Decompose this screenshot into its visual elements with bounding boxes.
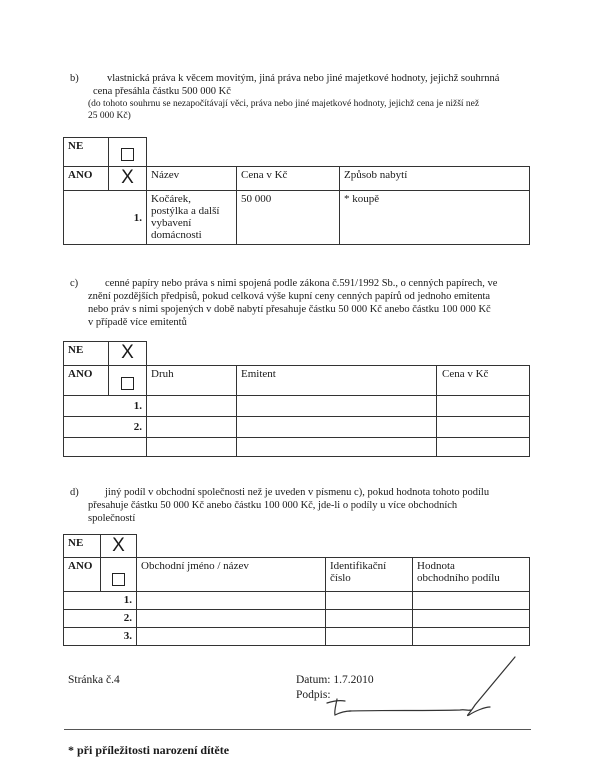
cell (137, 610, 326, 628)
section-c-letter: c) (70, 278, 79, 289)
ne-label: NE (64, 535, 101, 558)
table-row (64, 191, 530, 245)
ne-label: NE (64, 138, 109, 167)
ano-label: ANO (64, 558, 101, 592)
section-d-text (88, 486, 543, 525)
ano-label: ANO (64, 167, 109, 191)
row-name-line: postýlka a další (151, 205, 220, 217)
cell (326, 610, 413, 628)
section-c-line2: znění pozdějších předpisů, pokud celková výše kupní ceny cenných papírů od jednoho emitenta (88, 291, 491, 302)
header-value-line1: Hodnota (417, 560, 455, 572)
row-name (147, 191, 237, 245)
section-d-line3: společností (88, 513, 136, 524)
row-name-line: domácnosti (151, 229, 202, 241)
cell (326, 628, 413, 646)
header-value-line2: obchodního podílu (417, 572, 500, 584)
cell (147, 438, 237, 457)
table-row (64, 438, 530, 457)
page-number: Stránka č.4 (68, 674, 120, 686)
ano-checkbox (101, 558, 137, 592)
row-number: 1. (64, 191, 147, 245)
checkbox-icon (121, 148, 134, 161)
blank-cell (147, 138, 530, 167)
row-method: * koupě (340, 191, 530, 245)
cell (413, 592, 530, 610)
section-d-table (63, 534, 530, 646)
header-method: Způsob nabytí (340, 167, 530, 191)
section-c-line1: cenné papíry nebo práva s nimi spojená podle zákona č.591/1992 Sb., o cenných papírech, ve (105, 278, 498, 289)
footnote: * při příležitosti narození dítěte (68, 743, 230, 757)
table-row (64, 628, 530, 646)
ano-label: ANO (64, 366, 109, 396)
section-b-line2: cena přesáhla částku 500 000 Kč (93, 86, 231, 97)
row-name-line: vybavení (151, 217, 192, 229)
header-id (326, 558, 413, 592)
section-b-note (88, 98, 543, 122)
cell (237, 438, 437, 457)
cell (437, 417, 530, 438)
header-company: Obchodní jméno / název (137, 558, 326, 592)
table-row (64, 417, 530, 438)
ano-checkbox-checked: X (109, 167, 147, 191)
ne-checkbox-checked: X (109, 342, 147, 366)
row-name-line: Kočárek, (151, 193, 192, 205)
header-price: Cena v Kč (437, 366, 530, 396)
ano-checkbox (109, 366, 147, 396)
cell (237, 417, 437, 438)
header-issuer: Emitent (237, 366, 437, 396)
header-id-line1: Identifikační (330, 560, 387, 572)
row-price: 50 000 (237, 191, 340, 245)
section-c-line4: v případě více emitentů (88, 317, 187, 328)
row-number: 2. (64, 417, 147, 438)
ne-checkbox-checked: X (101, 535, 137, 558)
section-b-note-line2: 25 000 Kč) (88, 111, 131, 121)
header-value (413, 558, 530, 592)
ne-checkbox (109, 138, 147, 167)
section-c-text (88, 277, 543, 329)
row-number: 3. (64, 628, 137, 646)
section-b-line1: vlastnická práva k věcem movitým, jiná práva nebo jiné majetkové hodnoty, jejichž souhrnná (107, 73, 500, 84)
section-b-table (63, 137, 530, 245)
footer-divider (64, 729, 531, 730)
checkbox-icon (112, 573, 125, 586)
header-type: Druh (147, 366, 237, 396)
section-d-line1: jiný podíl v obchodní společnosti než je uveden v písmenu c), pokud hodnota tohoto podílu (105, 487, 490, 498)
cell (326, 592, 413, 610)
section-d-letter: d) (70, 487, 79, 498)
header-name: Název (147, 167, 237, 191)
blank-cell (147, 342, 530, 366)
section-b-note-line1: (do tohoto souhrnu se nezapočítávají věci, práva nebo jiné majetkové hodnoty, jejichž cena je nižší než (88, 99, 480, 109)
cell (64, 438, 147, 457)
header-price: Cena v Kč (237, 167, 340, 191)
section-c-line3: nebo práv s nimi spojených v době nabytí přesahuje částku 50 000 Kč anebo částku 100 000 Kč (88, 304, 491, 315)
section-b-letter: b) (70, 73, 79, 84)
blank-cell (137, 535, 530, 558)
table-row (64, 592, 530, 610)
cell (147, 417, 237, 438)
cell (237, 396, 437, 417)
cell (147, 396, 237, 417)
ne-label: NE (64, 342, 109, 366)
date-label: Datum: 1.7.2010 (296, 674, 374, 686)
table-row (64, 396, 530, 417)
cell (437, 438, 530, 457)
row-number: 1. (64, 592, 137, 610)
table-row (64, 610, 530, 628)
checkbox-icon (121, 377, 134, 390)
section-c-table (63, 341, 530, 457)
cell (413, 628, 530, 646)
cell (137, 592, 326, 610)
section-b-text (93, 72, 543, 98)
section-d-line2: přesahuje částku 50 000 Kč anebo částku 100 000 Kč, jde-li o podíly u více obchodních (88, 500, 458, 511)
cell (137, 628, 326, 646)
header-id-line2: číslo (330, 572, 351, 584)
cell (437, 396, 530, 417)
cell (413, 610, 530, 628)
row-number: 2. (64, 610, 137, 628)
signature-label: Podpis: (296, 689, 331, 701)
row-number: 1. (64, 396, 147, 417)
signature-image (325, 655, 525, 720)
